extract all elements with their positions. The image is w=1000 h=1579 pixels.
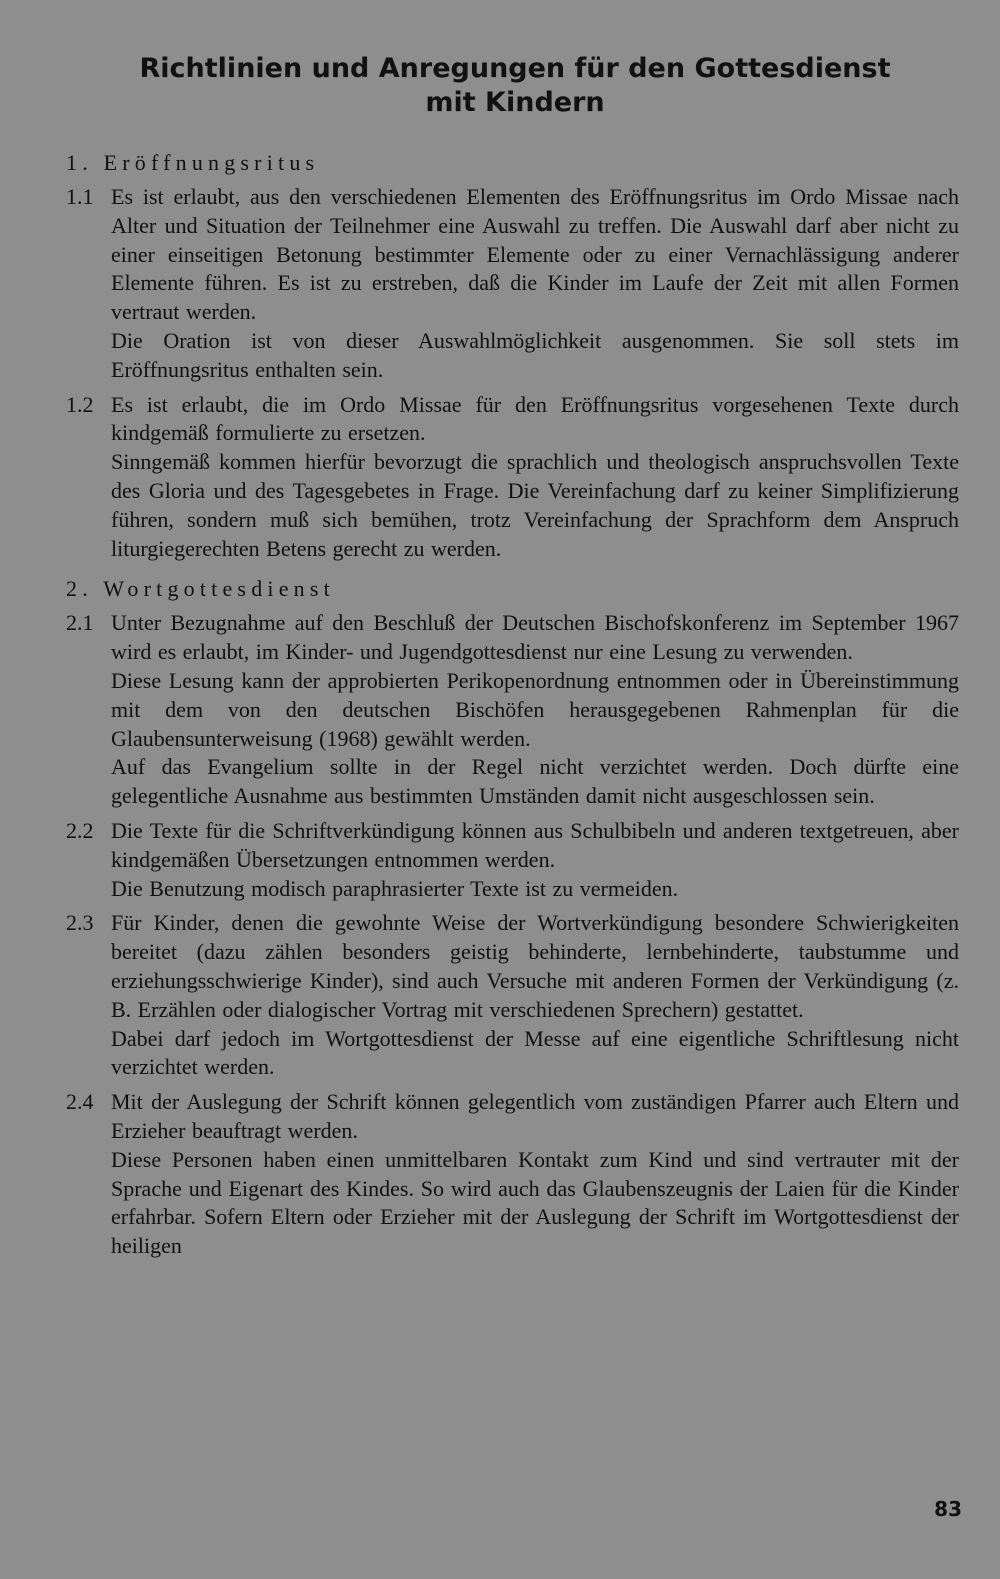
paragraph: Sinngemäß kommen hierfür bevorzugt die sprachlich und theologisch anspruchsvollen Texte des Gloria und des Tagesgebetes in Frage. Die Vereinfachung darf zu keiner Simplifizierung führen, sondern muß sich bemühen, trotz Vereinfachung der Sprachform dem Anspruch liturgiegerechten Betens gerecht zu werden. — [111, 449, 959, 561]
numbered-item — [66, 1088, 959, 1261]
numbered-item — [66, 817, 959, 903]
paragraph: Mit der Auslegung der Schrift können gelegentlich vom zuständigen Pfarrer auch Eltern und Erzieher beauftragt werden. — [111, 1089, 959, 1143]
paragraph: Dabei darf jedoch im Wortgottesdienst der Messe auf eine eigentliche Schriftlesung nicht verzichtet werden. — [111, 1025, 959, 1080]
paragraph: Die Texte für die Schriftverkündigung können aus Schulbibeln und anderen textgetreuen, aber kindgemäßen Übersetzungen entnommen werden. — [111, 817, 959, 872]
numbered-item — [66, 909, 959, 1082]
paragraph: Auf das Evangelium sollte in der Regel nicht verzichtet werden. Doch dürfte eine gelegentliche Ausnahme aus bestimmten Umständen damit nicht ausgeschlossen sein. — [111, 754, 959, 809]
item-number: 2.4 — [66, 1089, 94, 1115]
paragraph: Für Kinder, denen die gewohnte Weise der Wortverkündigung besondere Schwierigkeiten bereitet (dazu zählen besonders geistig behinderte, lernbehinderte, taubstumme und erziehungsschwierige Kinder), sind auch Versuche mit anderen Formen der Verkündigung (z. B. Erzählen oder dialogischer Vortrag mit verschiedenen Sprechern) gestattet. — [111, 910, 959, 1022]
numbered-item — [66, 609, 959, 811]
item-number: 2.1 — [66, 610, 94, 636]
paragraph: Es ist erlaubt, aus den verschiedenen Elementen des Eröffnungsritus im Ordo Missae nach Alter und Situation der Teilnehmer eine Auswahl zu treffen. Die Auswahl darf aber nicht zu einer einseitigen Betonung bestimmter Elemente oder zu einer Vernachlässigung anderer Elemente führen. Es ist zu erstreben, daß die Kinder im Laufe der Zeit mit allen Formen vertraut werden. — [111, 184, 959, 325]
numbered-item — [66, 391, 959, 564]
item-number: 1.1 — [66, 184, 94, 209]
page-number: 83 — [934, 1497, 962, 1521]
paragraph: Die Oration ist von dieser Auswahlmöglichkeit ausgenommen. Sie soll stets im Eröffnungsritus enthalten sein. — [111, 327, 959, 382]
item-number: 2.3 — [66, 910, 94, 936]
paragraph: Unter Bezugnahme auf den Beschluß der Deutschen Bischofskonferenz im September 1967 wird es erlaubt, im Kinder- und Jugendgottesdienst nur eine Lesung zu verwenden. — [111, 610, 959, 665]
paragraph: Es ist erlaubt, die im Ordo Missae für den Eröffnungsritus vorgesehenen Texte durch kindgemäß formulierte zu ersetzen. — [111, 391, 959, 446]
item-number: 1.2 — [66, 391, 94, 417]
page-title — [0, 52, 1000, 120]
paragraph: Diese Lesung kann der approbierten Perikopenordnung entnommen oder in Übereinstimmung mit dem von den deutschen Bischöfen herausgegebenen Rahmenplan für die Glaubensunterweisung (1968) gewählt werden. — [111, 667, 959, 751]
paragraph: Diese Personen haben einen unmittelbaren Kontakt zum Kind und sind vertrauter mit der Sprache und Eigenart des Kindes. So wird auch das Glaubenszeugnis der Laien für die Kinder erfahrbar. Sofern Eltern oder Erzieher mit der Auslegung der Schrift im Wortgottesdienst der heiligen — [111, 1146, 959, 1259]
document-body — [66, 149, 959, 1261]
numbered-item — [66, 183, 959, 385]
title-line-1: Richtlinien und Anregungen für den Gottesdienst — [139, 53, 891, 84]
item-number: 2.2 — [66, 817, 94, 843]
title-line-2: mit Kindern — [425, 87, 605, 118]
paragraph: Die Benutzung modisch paraphrasierter Texte ist zu vermeiden. — [111, 875, 679, 901]
section-heading: 1. Eröffnungsritus — [66, 150, 320, 175]
section-heading: 2. Wortgottesdienst — [66, 576, 335, 602]
